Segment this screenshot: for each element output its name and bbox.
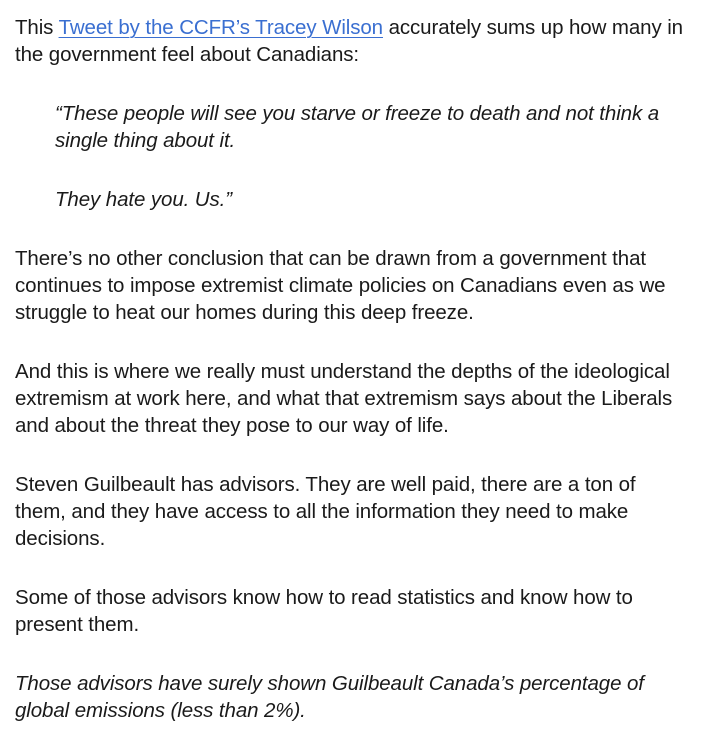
- intro-prefix: This: [15, 16, 59, 39]
- tweet-quote: [55, 100, 688, 213]
- body-paragraph-4: Some of those advisors know how to read statistics and know how to present them.: [15, 586, 633, 636]
- quote-line-1: “These people will see you starve or freeze to death and not think a single thing about it.: [55, 102, 660, 152]
- quote-line-2: They hate you. Us.”: [55, 188, 232, 211]
- body-paragraph-2: And this is where we really must understand the depths of the ideological extremism at work here, and what that extremism says about the Liberals and about the threat they pose to our way of life.: [15, 360, 673, 437]
- intro-suffix: accurately sums up how many in the government feel about Canadians:: [15, 16, 683, 66]
- intro-paragraph: [15, 14, 688, 68]
- body-paragraph-3: Steven Guilbeault has advisors. They are well paid, there are a ton of them, and they have access to all the information they need to make decisions.: [15, 473, 636, 550]
- closing-italic-paragraph: Those advisors have surely shown Guilbeault Canada’s percentage of global emissions (less than 2%).: [15, 672, 644, 722]
- tweet-link[interactable]: Tweet by the CCFR’s Tracey Wilson: [58, 16, 383, 39]
- body-paragraph-1: There’s no other conclusion that can be drawn from a government that continues to impose extremist climate policies on Canadians even as we struggle to heat our homes during this deep freeze.: [15, 247, 666, 324]
